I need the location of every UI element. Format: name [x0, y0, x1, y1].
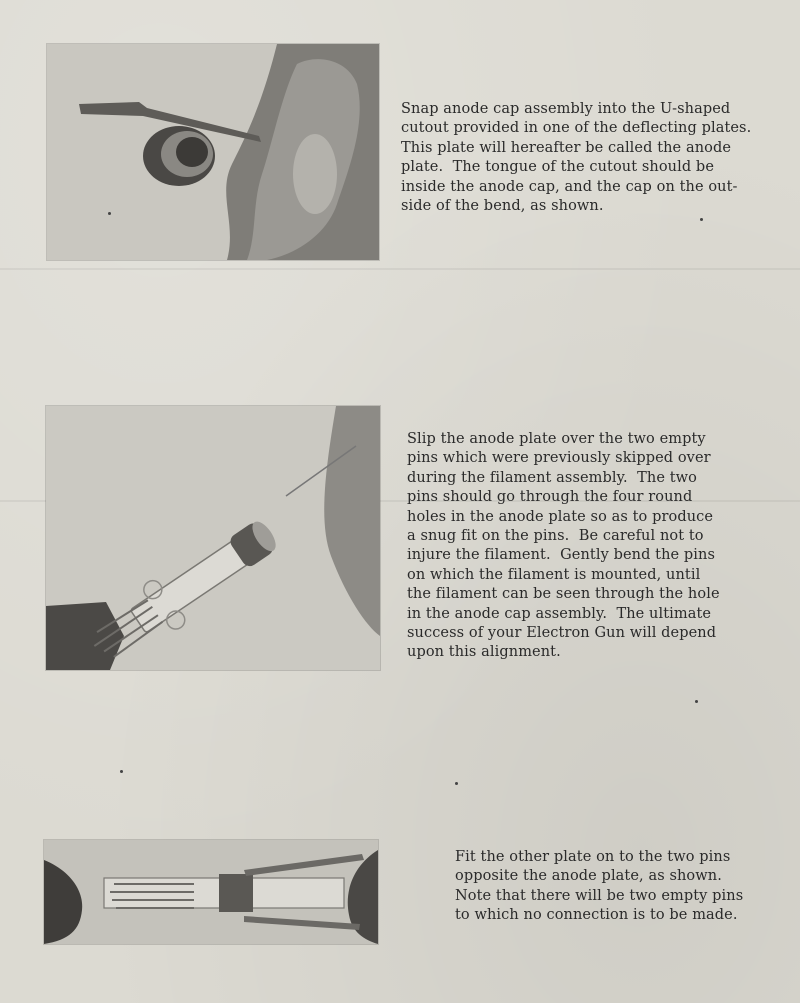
step-1-text: Snap anode cap assembly into the U-shaped cutout provided in one of the deflecting plates. This plate will hereafter be called the anode plate. The tongue of the cutout should be inside the anode cap, and the cap on the out- side of the bend, as shown.	[401, 101, 752, 215]
paper-speck	[695, 700, 698, 703]
paper-speck	[700, 218, 703, 221]
step-3-text: Fit the other plate on to the two pins opposite the anode plate, as shown. Note that there will be two empty pins to which no connection is to be made.	[455, 849, 744, 924]
anode-plate-photo	[46, 406, 380, 670]
paper-speck	[108, 212, 111, 215]
paper-speck	[120, 770, 123, 773]
anode-cap-photo	[47, 44, 379, 260]
paper-fold	[0, 268, 800, 270]
paper-speck	[455, 782, 458, 785]
step-2-text: Slip the anode plate over the two empty pins which were previously skipped over during the filament assembly. The two pins should go through the four round holes in the anode plate so as to produce a snug fit on the pins. Be careful not to injure the filament. Gently bend the pins on which the filament is mounted, until the filament can be seen through the hole in the anode cap assembly. The ultimate success of your Electron Gun will depend upon this alignment.	[407, 431, 720, 661]
second-plate-photo	[44, 840, 378, 944]
